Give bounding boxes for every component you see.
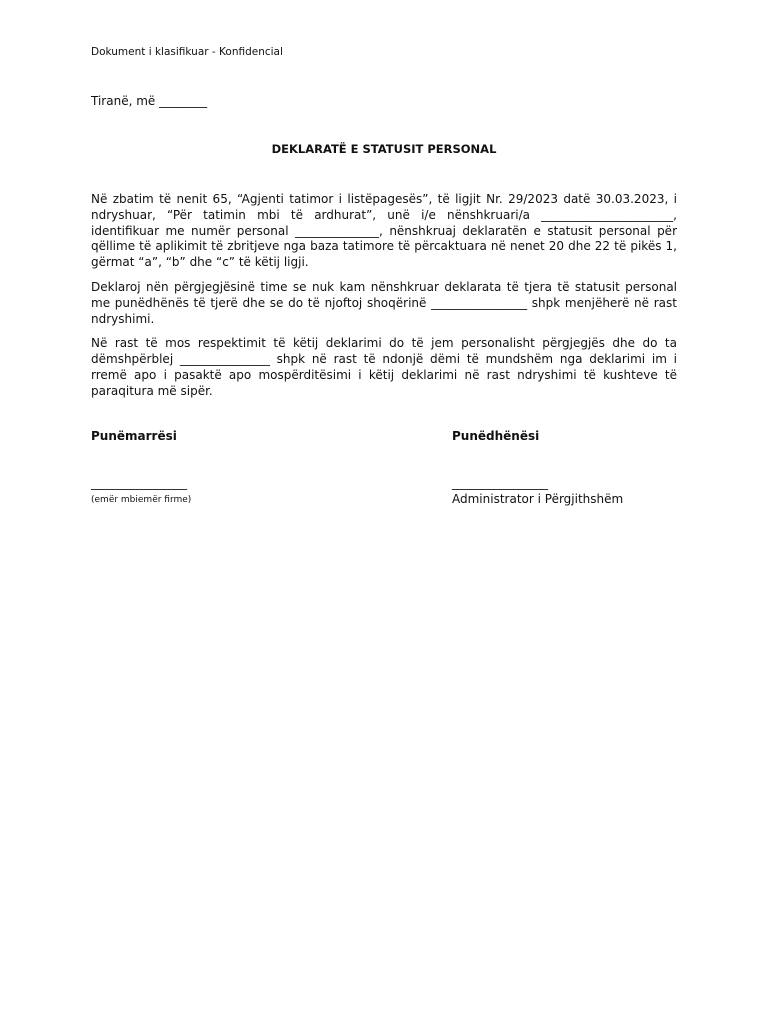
employer-signature-block (452, 429, 677, 507)
paragraph-responsibility: Deklaroj nën përgjegjësinë time se nuk kam nënshkruar deklarata të tjera të statusit personal me punëdhënës të tjerë dhe se do të njoftoj shoqërinë ________________ shpk menjëherë në rast ndryshimi. (91, 279, 677, 326)
paragraph-liability: Në rast të mos respektimit të këtij deklarimi do të jem personalisht përgjegjës dhe do ta dëmshpërblej _______________ shpk në rast të ndonjë dëmi të mundshëm nga deklarimi im i rremë apo i pasaktë apo mospërditësimi i këtij deklarimi në rast ndryshimi të kushteve të paraqitura më sipër. (91, 336, 677, 398)
employee-signature-line: ________________ (91, 476, 187, 490)
paragraph-legal-basis: Në zbatim të nenit 65, “Agjenti tatimor i listëpagesës”, të ligjit Nr. 29/2023 datë 30.03.2023, i ndryshuar, “Për tatimin mbi të ardhurat”, unë i/e nënshkruari/a ______________________, identifikuar me numër personal ______________, nënshkruaj deklaratën e statusit personal për qëllime të aplikimit të zbritjeve nga baza tatimore të përcaktuara në nenet 20 dhe 22 të pikës 1, gërmat “a”, “b” dhe “c” të këtij ligji. (91, 192, 677, 270)
employer-signature-line: ________________ (452, 476, 548, 490)
employee-heading: Punëmarrësi (91, 429, 177, 443)
document-title: DEKLARATË E STATUSIT PERSONAL (271, 142, 497, 156)
employee-signature-caption: (emër mbiemër firme) (91, 495, 192, 505)
employer-heading: Punëdhënësi (452, 429, 540, 443)
employee-signature-block (91, 429, 351, 506)
declaration-body (91, 192, 677, 409)
place-date-line: Tiranë, më ________ (91, 94, 208, 108)
employer-signature-caption: Administrator i Përgjithshëm (452, 492, 624, 506)
classification-note: Dokument i klasifikuar - Konfidencial (91, 46, 283, 58)
